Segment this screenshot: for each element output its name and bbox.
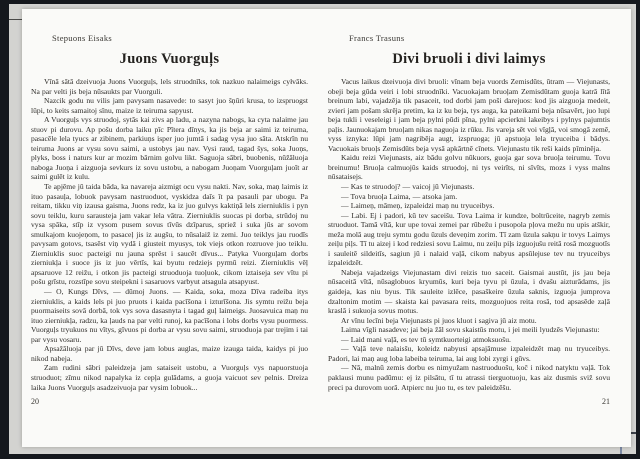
paragraph: Laima vīgli nasadeve; jai beja žāl sovu skaistūs motu, i jei meili lyudzēs Viejunastu: <box>341 325 600 335</box>
paragraph: Nabeja vajadzeigs Viejunastam divi reizis tuo saceit. Gaismai austūt, jis jau beja nūsaceitā vītā, nūsaglobuos kryumūs, kuri beja tyvu pi ūzula, i dvašu aizturādams, jis gaideja, kas niu byus. Tik sauleite izlēce, pasaškeire ūzula saknis, izguoja jumprova dzaltonim motim — skaista kai pavasara reits, mozguojuos reita rosā, tod apsasēde zaļā kraslā i sukuoja sovus motus. <box>328 267 610 316</box>
paragraph: — Vaļā teve nalaisšu, koleidz nabyusi apsajāmuse izpaleidzēt maņ nu tryuceibys. Padori, lai maņ aug loba labeiba teiruma, lai aug lobi zyrgi i gūvs. <box>328 344 610 363</box>
story-title-left: Juons Vuorguļs <box>119 51 220 67</box>
paragraph: — Labi. Ej i padori, kū tev saceišu. Tova Laima ir kundze, boltrūceite, nagryb zemis struoduot. Tamā vītā, kur upe tovai zemei par rūbežu i pusopola pļova mežu nu upis atškir, meža molā aug treju symtu godu ūzuls deveņim zorim. Tī zam ūzula sakņu ir tovys Laimys zeiļu piļs. Tī tu aizej i kod redziesi sovu Laimu, nu zeiļu piļs izguojušu reitā rosā mozguotīs i sauleitē sildeitīs, sagiun jū i nalaid vaļā, cikom nabyus apsūlejuse tev nu tryuceibys izpaleidzēt. <box>328 210 610 268</box>
story-title-right: Divi bruoli i divi laimys <box>392 51 546 67</box>
paragraph: Kaidu reizi Viejunasts, aiz bādu golvu nūkuors, guoja gar sova bruoļa teirumu. Tovu breinumu! Bruoļa calmuojūs kaids struodoj, ni tys veirīts, ni sīvīts, mozs i vyss malns nūsataisejs. <box>328 153 610 182</box>
page-number-left: 20 <box>31 397 39 407</box>
running-header-author-right: Francs Trasuns <box>349 33 405 43</box>
paragraph: — Tova bruoļa Laima, — atsoka jam. <box>341 191 458 201</box>
paragraph: — Kas te struodoj? — vaicoj jū Viejunasts. <box>341 182 475 192</box>
page-right <box>328 33 610 406</box>
paragraph: Vacus laikus dzeivuoja divi bruoli: vīnam beja vuords Zemisdūts, ūtram — Viejunasts, obeji beja gūda veiri i lobi struodnīki. Vacuokajam bruoļam Zemisdūtam guoja katrā lītā breinum labi, vajadzēja tik pasaceit, tod dorbi jam poši darejuos: kod jis aizguoja medeit, zvieri jam pošam skrēja pretim, ka iz ku beja, tys auga, ka pateikami beja nūsavērt, juo lupi beja tukli i veseleigi i jam beja pylni pūdi pīna, pylni apcierkni lakeibys i pylnys pajumtis paļis. Jaunuokajam bruoļam nikas naguoja iz rūku. Jis vareja sēt voi vīgļā, voi smogā zemē, vyss iznyka: lūpi jam nagribēja augt, izspruoga; jū apstuoja lela tryuceiba i bādys. Vacuokais bruoļs Zemisdūts beja vysā apkārtnē cīnets. Viejunastu tik reši kaids pīminēja. <box>328 77 610 153</box>
paragraph: Zam rudini sābri paleidzeja jam sataiseit ustobu, a Vuorguļs vys napuorstuoja struoduot; zīmu nikod napalyka iz cepļa gulādams, a guoja vaicuot sev pelnis. Dreiza laika Juons Vuorguļs asadzeivuoja par vysim lobuok... <box>31 363 308 392</box>
running-header-author-left: Stepuons Eisaks <box>52 33 112 43</box>
paragraph: — Laimeņ, māmeņ, izpaleidzi maņ nu tryuceibys. <box>341 201 495 211</box>
paragraph: Vīnā sātā dzeivuoja Juons Vuorguļs, lels struodnīks, tok nazkuo nalaimeigs cyłvāks. Na par velti jis beja nūsaukts par Vuorguli. <box>31 77 308 96</box>
paragraph: Te apjēme jū taida bāda, ka navareja aizmigt ocu vysu nakti. Nav, soka, maņ laimis iz ituo pasauļa, lobuok pavysam nastruoduot, vyskidza daīs īt pa pasauli par ubogu. Pa reitam, tikku viņ izausa gaisma, Juons redz, ka iz juo gulvys kaktiņā lels zierniuklis i pyn sovu teiklu, kuru sarausteja jam vakar lela vātra. Zierniuklis suocas pi dorba, strūdoj nu vysa spāka, stīp iz vysom pusem sovus tīvūs dzīparus, spriež i suka jūs ar sovom smulkajom kuojeņom, to pasaceļ jis iz augšu, to nūsalaiž iz zemi. Juo teiklys jau ruodīs pavysam gotovs, tsasēst viņ vydā i giusteit myusys, tok viejs otkon rozruove juo teiklu. Zierniuklis suoc pacteigi nu jauna sprēst i saucēt dīvus... Patyka Vuorguļam dorbs zierniukļa i suoce jis iz juo vērtīs, kai byutu redziejs pyrmū reizi. Zierniuklis vēļ apsaruove 12 reižu, i otkon jis pacteigi struoduoja tuoļuok, cikom iztaiseja sev vītu pi pošu grīstu, rozstīpe sovu steipekni i sasaruovs varbyut atsagula atsapyust. <box>31 182 308 287</box>
paragraph: Nazcik godu nu vilis jam pavysam nasavede: to sasyt juo šņūri krusa, to izspruogst lūpi, to keits samaitoj sīnu, maize iz teiruma sapyust. <box>31 96 308 115</box>
paragraph: — Nā, malnū zemis dorbu es nimyužam nastruoduošu, koč i nikod natyktu vaļā. Tok paklausi munu padūmu: ej iz pilsātu, tī tu atrassi tierguotuoju, kas aiz dusmis sviž sovu preci pa durovom uorā. Atpierc nu juo tu, es tev paleidzēšu. <box>328 363 610 392</box>
paragraph: Ar vīnu lecīni beja Viejunasts pi juos kluot i sagiva jū aiz motu. <box>341 315 537 325</box>
page-left <box>31 33 308 406</box>
paragraph: A Vuorguļs vys struodoj, sytās kai zivs ap ladu, a nazyna nabogs, ka cyta nalaime jau stuov pi durovu. Ap pošu dorba laiku pīc Pītera dīnys, ka jis beja ar saimi iz teiruma, pasacēle lela tyucs ar zibinem, parkiuņs isper juo jumtā i sadag vysa juo sāta. Atskrīn nu teiruma Juons ar vysu sovu saimi, a ustobys jau nav. Vysi raud, tagad šys, soka Juoņs, plyks, boss i naturs kur ar mozim bārnim golvu likt. Saguoja sābri, buobenis, nūžāluoja naboga Juoņa i aizguoja sevkurs iz sovu ustobu, a nabogam Juoņam Vuorguļam juoīt ar saimi gulēt iz kulu. <box>31 115 308 182</box>
paragraph: Apsažāluoja par jū Dīvs, deve jam lobus auglas, maize izauga taida, kaidys pi juo nikod nabeja. <box>31 344 308 363</box>
book-spread <box>22 9 631 447</box>
page-body-right <box>328 77 610 392</box>
paragraph: — O, Kungs Dīvs, — dūmoj Juons. — Kaida, soka, moza Dīva radeiba itys zierniuklis, a kaids lels pi juo pruots i kaida pacīšona i izturīšona. Jis symtu reižu beja puormaiseits sovā dorbā, tok vys sova dasasnyta i tagad guļ laimeigs. Juosavuica maņ nu ituo zierniukļa, radzu, ka ļauds na par velti runoj, ka pacīšona i lobs dorbs vysu puormess. Vuorguļs tryukuos nu vītys, gīvuos pi dorba ar vysu sovu saimi, struoduoja par trejim i tai par vysu vosaru. <box>31 287 308 344</box>
page-number-right: 21 <box>602 397 610 407</box>
page-body-left <box>31 77 308 392</box>
paragraph: — Laid mani vaļā, es tev tū symtkuorteigi atmoksuošu. <box>341 334 511 344</box>
